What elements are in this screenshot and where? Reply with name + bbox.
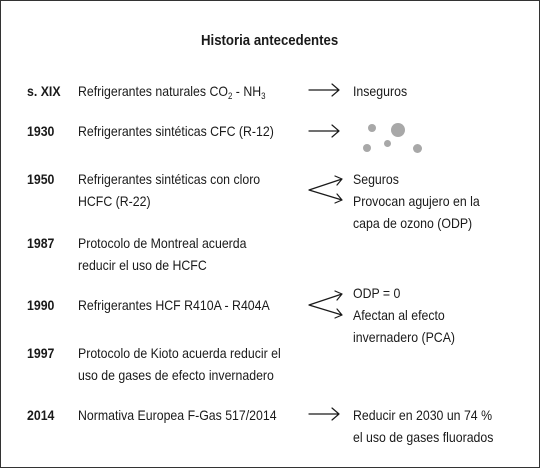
result-text: Seguros <box>353 171 399 187</box>
result-text: Provocan agujero en la <box>353 193 480 209</box>
particle-dot <box>368 124 376 132</box>
particle-dot <box>363 144 371 152</box>
particle-dot <box>413 144 422 153</box>
year-label: 1950 <box>27 171 55 187</box>
row-description: Refrigerantes HCF R410A - R404A <box>78 297 270 313</box>
year-label: 2014 <box>27 407 55 423</box>
result-text: Inseguros <box>353 83 408 99</box>
year-label: 1987 <box>27 235 55 251</box>
year-label: 1990 <box>27 297 55 313</box>
result-text: ODP = 0 <box>353 285 401 301</box>
result-text: invernadero (PCA) <box>353 329 456 345</box>
figure-title: Historia antecedentes <box>201 32 339 49</box>
result-text: Afectan al efecto <box>353 307 445 323</box>
year-label: s. XIX <box>27 83 61 99</box>
row-description: HCFC (R-22) <box>78 193 151 209</box>
row-description: Refrigerantes sintéticas CFC (R-12) <box>78 123 274 139</box>
result-text: capa de ozono (ODP) <box>353 215 473 231</box>
row-description: Refrigerantes sintéticas con cloro <box>78 171 261 187</box>
particle-dot <box>384 140 391 147</box>
split-arrow-icon <box>309 176 345 206</box>
arrow-right-icon <box>309 407 341 421</box>
split-arrow-icon <box>309 290 345 320</box>
row-description: uso de gases de efecto invernadero <box>78 367 274 383</box>
row-description: Protocolo de Kioto acuerda reducir el <box>78 345 281 361</box>
arrow-right-icon <box>309 83 341 97</box>
row-description: reducir el uso de HCFC <box>78 257 207 273</box>
row-description: Refrigerantes naturales $CO_2 - NH_3$ <box>78 83 266 101</box>
arrow-right-icon <box>309 124 341 138</box>
result-text: Reducir en 2030 un 74 % <box>353 407 493 423</box>
particle-dot <box>391 123 405 137</box>
row-description: Protocolo de Montreal acuerda <box>78 235 247 251</box>
year-label: 1930 <box>27 123 55 139</box>
row-description: Normativa Europea F-Gas 517/2014 <box>78 407 277 423</box>
year-label: 1997 <box>27 345 55 361</box>
result-text: el uso de gases fluorados <box>353 429 494 445</box>
